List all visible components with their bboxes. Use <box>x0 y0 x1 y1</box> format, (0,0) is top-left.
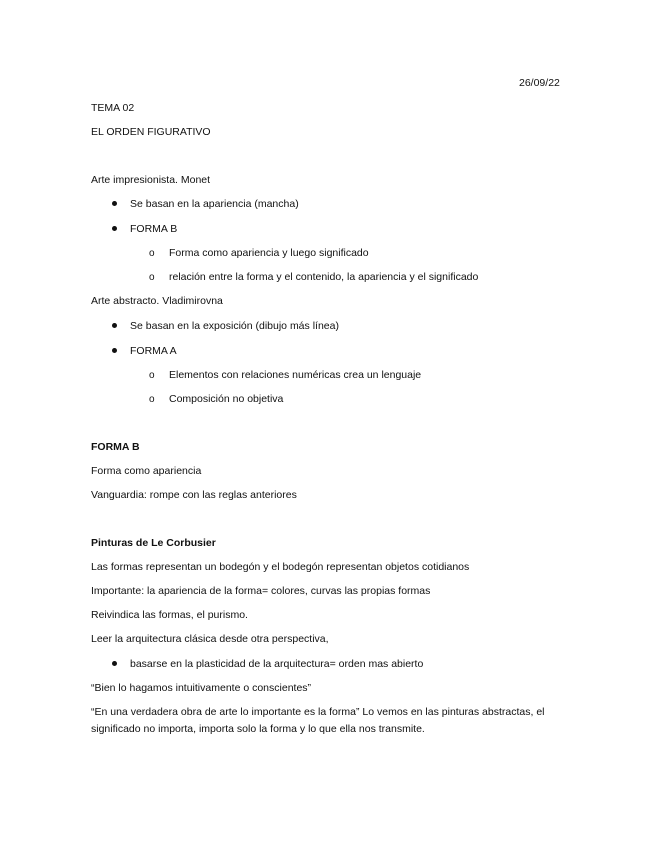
date-label: 26/09/22 <box>519 77 560 89</box>
sub-list-item: Forma como apariencia y luego significado <box>169 247 369 259</box>
document-heading: EL ORDEN FIGURATIVO <box>91 126 211 138</box>
corbusier-heading: Pinturas de Le Corbusier <box>91 537 216 549</box>
paragraph-line: Leer la arquitectura clásica desde otra perspectiva, <box>91 633 329 645</box>
paragraph-line: Importante: la apariencia de la forma= colores, curvas las propias formas <box>91 585 431 597</box>
circle-bullet-icon: o <box>149 370 155 381</box>
list-item: Se basan en la exposición (dibujo más línea) <box>130 320 339 332</box>
section-impressionist-title: Arte impresionista. Monet <box>91 174 211 186</box>
paragraph-line: Vanguardia: rompe con las reglas anteriores <box>91 489 297 501</box>
forma-b-heading: FORMA B <box>91 441 140 453</box>
topic-label: TEMA 02 <box>91 102 135 114</box>
quote-line: significado no importa, importa solo la forma y lo que ella nos transmite. <box>91 723 425 735</box>
list-item: basarse en la plasticidad de la arquitectura= orden mas abierto <box>130 658 424 670</box>
list-item: Se basan en la apariencia (mancha) <box>130 198 299 210</box>
bullet-icon <box>112 348 117 353</box>
sub-list-item: Elementos con relaciones numéricas crea un lenguaje <box>169 369 422 381</box>
bullet-icon <box>112 201 117 206</box>
bullet-icon <box>112 226 117 231</box>
paragraph-line: Forma como apariencia <box>91 465 202 477</box>
list-item: FORMA B <box>130 223 178 235</box>
paragraph-line: Las formas representan un bodegón y el bodegón representan objetos cotidianos <box>91 561 470 573</box>
sub-list-item: relación entre la forma y el contenido, la apariencia y el significado <box>169 271 479 283</box>
section-abstract-title: Arte abstracto. Vladimirovna <box>91 295 223 307</box>
bullet-icon <box>112 323 117 328</box>
circle-bullet-icon: o <box>149 394 155 405</box>
list-item: FORMA A <box>130 345 177 357</box>
bullet-icon <box>112 661 117 666</box>
circle-bullet-icon: o <box>149 272 155 283</box>
quote-line: “Bien lo hagamos intuitivamente o conscientes” <box>91 682 312 694</box>
circle-bullet-icon: o <box>149 248 155 259</box>
sub-list-item: Composición no objetiva <box>169 393 284 405</box>
quote-line: “En una verdadera obra de arte lo importante es la forma” Lo vemos en las pinturas abstractas, el <box>91 706 545 718</box>
paragraph-line: Reivindica las formas, el purismo. <box>91 609 248 621</box>
